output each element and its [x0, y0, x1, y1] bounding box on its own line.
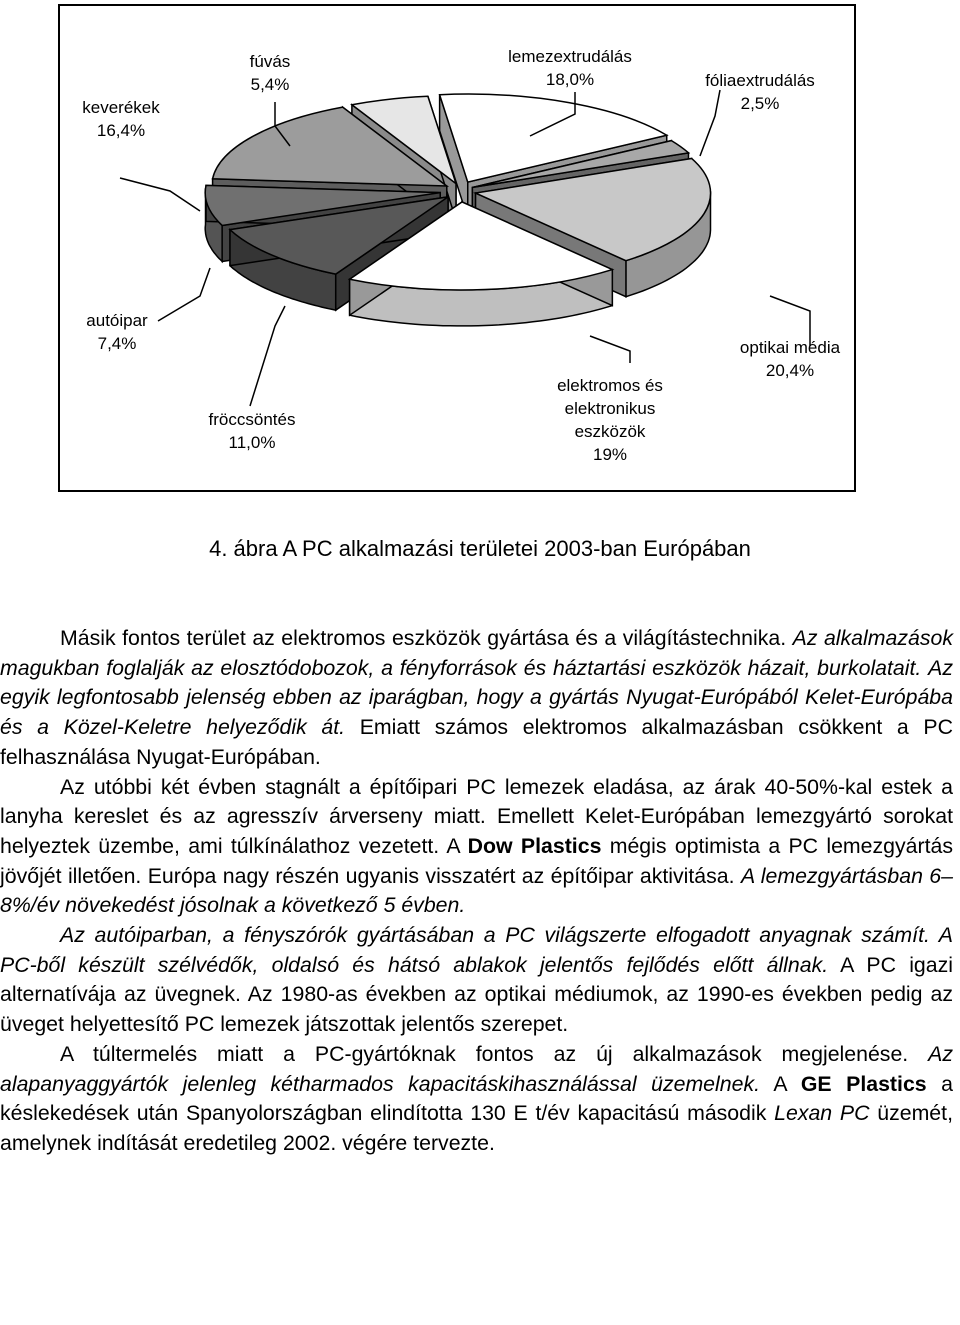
paragraph-2	[0, 773, 953, 922]
label-autoipar	[72, 309, 162, 355]
p1-text-b: Az alkalmazások magukban foglalják az elosztódobozok, a fényforrások és háztartási eszközök házait, burkolatait.	[0, 626, 953, 680]
leader-line-7	[590, 336, 630, 363]
label-lemezextrudalas-value: 18,0%	[545, 70, 595, 89]
p4-ge-plastics: GE Plastics	[800, 1071, 927, 1096]
label-fuvas-name: fúvás	[249, 52, 291, 71]
p3-text-a: Az autóiparban, a fényszórók gyártásában a PC világszerte elfogadott anyagnak számít. A PC-ből készült szélvédők, oldalsó és hátsó ablakok jelentős fejlődés előtt állnak.	[0, 923, 953, 977]
label-fuvas	[230, 50, 310, 96]
p2-text-d: A lemezgyártásban 6–8%/év növekedést jósolnak a következő 5 évben.	[0, 863, 953, 918]
label-elektromos-value: 19%	[592, 445, 628, 464]
label-optikai-value: 20,4%	[765, 361, 815, 380]
body-text	[0, 624, 953, 1159]
p4-lexan-pc: Lexan PC	[774, 1101, 870, 1126]
label-lemezextrudalas-name: lemezextrudálás	[508, 47, 632, 66]
p1-text-d: Az egyik legfontosabb jelenség ebben az iparágban, hogy a gyártás Nyugat-Európából Kelet-Európába és a Közel-Keletre helyeződik át.	[0, 655, 953, 740]
p1-text-a: Másik fontos terület az elektromos eszközök gyártása és a világítástechnika.	[60, 626, 793, 650]
p2-dow-plastics: Dow Plastics	[467, 833, 602, 858]
label-keverekek-name: keverékek	[82, 98, 160, 117]
p4-text-b: Az alapanyaggyártók jelenleg kétharmados kapacitáskihasználással üzemelnek.	[0, 1041, 953, 1096]
label-elektromos	[545, 374, 675, 466]
paragraph-4	[0, 1040, 953, 1159]
label-optikai-name: optikai média	[739, 338, 841, 357]
p4-text-c: A	[760, 1071, 801, 1096]
leader-line-8	[250, 306, 285, 406]
leader-line-5	[158, 268, 210, 321]
figure-caption: 4. ábra A PC alkalmazási területei 2003-ban Európában	[209, 536, 751, 561]
label-lemezextrudalas	[490, 45, 650, 91]
label-froccs-value: 11,0%	[228, 433, 276, 452]
label-keverekek-value: 16,4%	[96, 121, 146, 140]
p1-text-e: Emiatt számos elektromos alkalmazásban csökkent a PC felhasználása Nyugat-Európában.	[0, 715, 953, 769]
p4-text-e: a késlekedések után Spanyolországban elindította 130 E t/év kapacitású második	[0, 1071, 953, 1126]
label-autoipar-name: autóipar	[86, 311, 148, 330]
leader-line-1	[120, 178, 200, 211]
label-elektromos-line1: elektromos és	[557, 376, 663, 395]
label-elektromos-line3: eszközök	[574, 422, 646, 441]
p2-text-a: Az utóbbi két évben stagnált a építőipari PC lemezek eladása, az árak 40-50%-kal estek a lanyha kereslet és az agresszív árverseny miatt. Emellett Kelet-Európában lemezgyártó sorokat helyeztek üzembe, ami túlkínálathoz vezetett. A	[0, 774, 953, 858]
p4-text-g: üzemét, amelynek indítását eredetileg 2002. végére tervezte.	[0, 1101, 953, 1155]
p2-text-c: mégis optimista a PC lemezgyártás jövőjét illetően. Európa nagy részén ugyanis visszatért az építőipar aktivitása.	[0, 833, 953, 888]
label-froccs	[192, 408, 312, 454]
paragraph-3	[0, 921, 953, 1040]
label-elektromos-line2: elektronikus	[564, 399, 656, 418]
label-autoipar-value: 7,4%	[97, 334, 137, 353]
label-fuvas-value: 5,4%	[250, 75, 290, 94]
label-froccs-name: fröccsöntés	[208, 410, 296, 429]
p3-text-b: A PC igazi alternatívája az üvegnek. Az 1980-as években az optikai médiumok, az 1990-es években pedig az üveget helyettesítő PC lemezek játszottak jelentős szerepet.	[0, 952, 954, 1037]
label-keverekek	[66, 96, 176, 142]
label-foliaextrudalas	[685, 69, 835, 115]
figure-frame	[58, 4, 856, 492]
label-foliaextrudalas-name: fóliaextrudálás	[705, 71, 815, 90]
label-foliaextrudalas-value: 2,5%	[740, 94, 780, 113]
label-optikai	[730, 336, 850, 382]
p4-text-a: A túltermelés miatt a PC-gyártóknak fontos az új alkalmazások megjelenése.	[60, 1041, 929, 1066]
paragraph-1	[0, 624, 953, 773]
